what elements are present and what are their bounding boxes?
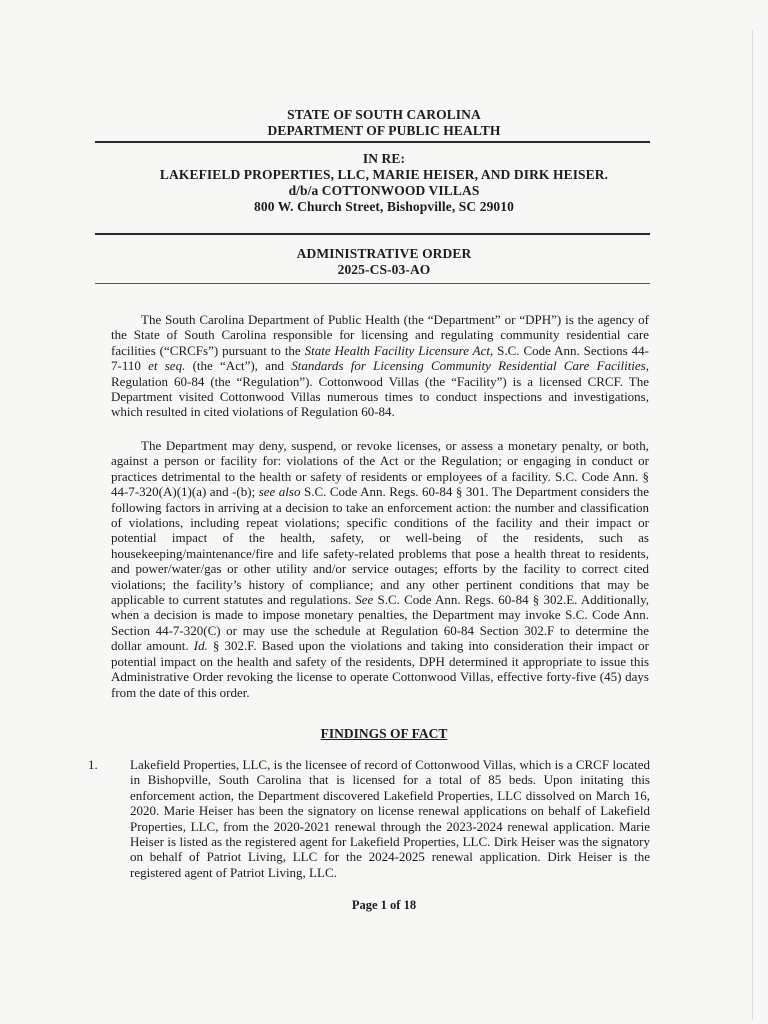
intro-paragraph: The South Carolina Department of Public Health (the “Department” or “DPH”) is the agency of the State of South Carolina responsible for licensing and regulating community residential care facilities (“CRCFs”) pursuant to the State Health Facility Licensure Act, S.C. Code Ann. Sections 44-7-110 et seq. (the “Act”), and Standards for Licensing Community Residential Care Facilities, Regulation 60-84 (the “Regulation”). Cottonwood Villas (the “Facility”) is a licensed CRCF. The Department visited Cottonwood Villas numerous times to conduct inspections and investigations, which resulted in cited violations of Regulation 60-84.	[111, 312, 649, 420]
scan-edge	[752, 30, 753, 1020]
order-number: 2025-CS-03-AO	[337, 262, 431, 277]
findings-of-fact-heading: FINDINGS OF FACT	[320, 726, 448, 741]
caption-parties: LAKEFIELD PROPERTIES, LLC, MARIE HEISER, AND DIRK HEISER.	[159, 167, 609, 182]
order-title: ADMINISTRATIVE ORDER	[296, 246, 472, 261]
agency-department: DEPARTMENT OF PUBLIC HEALTH	[267, 123, 501, 138]
caption-address: 800 W. Church Street, Bishopville, SC 29010	[254, 199, 514, 214]
agency-state: STATE OF SOUTH CAROLINA	[287, 107, 481, 122]
caption-dba: d/b/a COTTONWOOD VILLAS	[288, 183, 480, 198]
authority-paragraph: The Department may deny, suspend, or revoke licenses, or assess a monetary penalty, or both, against a person or facility for: violations of the Act or the Regulation; or engaging in conduct or practices detrimental to the health or safety of residents or employees of a facility. S.C. Code Ann. § 44-7-320(A)(1)(a) and -(b); see also S.C. Code Ann. Regs. 60-84 § 301. The Department considers the following factors in arriving at a decision to take an enforcement action: the number and classification of violations, including repeat violations; specific conditions of the facility and their impact or potential impact of the health, safety, or well-being of the residents, such as housekeeping/maintenance/fire and life safety-related problems that pose a health threat to residents, and power/water/gas or other utility and/or service outages; efforts by the facility to correct cited violations; the facility’s history of compliance; and any other pertinent conditions that may be applicable to current statutes and regulations. See S.C. Code Ann. Regs. 60-84 § 302.E. Additionally, when a decision is made to impose monetary penalties, the Department may invoke S.C. Code Ann. Section 44-7-320(C) or may use the schedule at Regulation 60-84 Section 302.F to determine the dollar amount. Id. § 302.F. Based upon the violations and taking into consideration their impact or potential impact on the health and safety of the residents, DPH determined it appropriate to issue this Administrative Order revoking the license to operate Cottonwood Villas, effective forty-five (45) days from the date of this order.	[111, 438, 649, 700]
order-rule	[95, 283, 650, 284]
caption-rule	[95, 233, 650, 235]
header-rule-top	[95, 141, 650, 143]
finding-text: Lakefield Properties, LLC, is the licensee of record of Cottonwood Villas, which is a CRCF located in Bishopville, South Carolina that is licensed for a total of 85 beds. Upon initating this enforcement action, the Department discovered Lakefield Properties, LLC dissolved on March 16, 2020. Marie Heiser has been the signatory on license renewal applications on behalf of Lakefield Properties, LLC, from the 2020-2021 renewal through the 2023-2024 renewal application. Marie Heiser is listed as the registered agent for Lakefield Properties, LLC. Dirk Heiser was the signatory on behalf of Patriot Living, LLC for the 2024-2025 renewal application. Dirk Heiser is the registered agent of Patriot Living, LLC.	[130, 757, 650, 880]
page-number: Page 1 of 18	[351, 898, 417, 912]
caption-in-re: IN RE:	[362, 151, 406, 166]
finding-number: 1.	[88, 757, 98, 772]
